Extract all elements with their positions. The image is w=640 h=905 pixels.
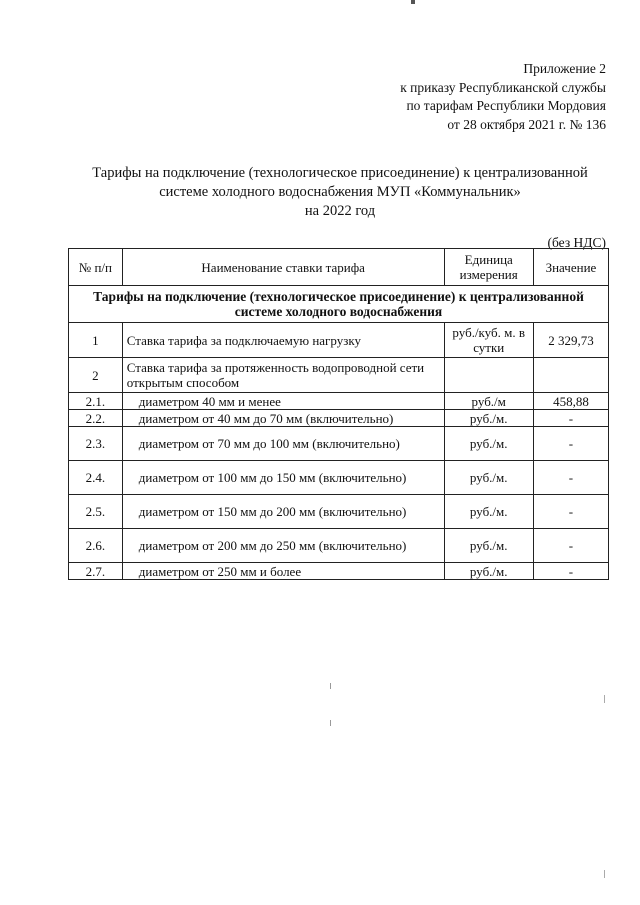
row-name: Ставка тарифа за подключаемую нагрузку: [122, 323, 444, 358]
scan-mark: [604, 695, 605, 703]
row-unit: руб./м.: [444, 427, 533, 461]
document-title: [70, 164, 610, 221]
row-value: 458,88: [533, 393, 608, 410]
header-number: № п/п: [69, 249, 123, 286]
vat-note: (без НДС): [547, 235, 606, 250]
row-number: 2.7.: [69, 563, 123, 580]
row-number: 2.4.: [69, 461, 123, 495]
scan-mark: [330, 683, 331, 689]
header-unit: Единица измерения: [444, 249, 533, 286]
row-unit: руб./м.: [444, 529, 533, 563]
table-row: [69, 427, 609, 461]
appendix-line: Приложение 2: [523, 61, 606, 76]
table-row: [69, 323, 609, 358]
row-number: 2.5.: [69, 495, 123, 529]
table-row: [69, 563, 609, 580]
header-name: Наименование ставки тарифа: [122, 249, 444, 286]
table-header-row: [69, 249, 609, 286]
row-unit: руб./м.: [444, 461, 533, 495]
row-name: диаметром от 200 мм до 250 мм (включительно): [122, 529, 444, 563]
row-name: диаметром от 150 мм до 200 мм (включительно): [122, 495, 444, 529]
title-line: Тарифы на подключение (технологическое присоединение) к централизованной: [92, 165, 588, 181]
row-unit: [444, 358, 533, 393]
row-value: -: [533, 461, 608, 495]
scan-mark: [411, 0, 415, 4]
section-title: Тарифы на подключение (технологическое присоединение) к централизованной системе холодного водоснабжения: [69, 286, 609, 323]
row-value: -: [533, 495, 608, 529]
row-number: 1: [69, 323, 123, 358]
appendix-line: от 28 октября 2021 г. № 136: [447, 116, 606, 132]
row-unit: руб./м.: [444, 563, 533, 580]
row-value: -: [533, 427, 608, 461]
row-name: Ставка тарифа за протяженность водопроводной сети открытым способом: [122, 358, 444, 393]
appendix-block: [400, 60, 606, 134]
table-row: [69, 495, 609, 529]
row-number: 2.3.: [69, 427, 123, 461]
row-unit: руб./м: [444, 393, 533, 410]
row-name: диаметром от 40 мм до 70 мм (включительно): [122, 410, 444, 427]
row-unit: руб./м.: [444, 410, 533, 427]
table-row: [69, 461, 609, 495]
section-row: [69, 286, 609, 323]
row-number: 2: [69, 358, 123, 393]
table-row: [69, 393, 609, 410]
row-unit: руб./куб. м. в сутки: [444, 323, 533, 358]
tariff-table: [68, 248, 609, 580]
row-value: -: [533, 563, 608, 580]
title-line: системе холодного водоснабжения МУП «Коммунальник»: [159, 184, 521, 200]
row-value: -: [533, 410, 608, 427]
row-number: 2.2.: [69, 410, 123, 427]
row-number: 2.6.: [69, 529, 123, 563]
table-row: [69, 529, 609, 563]
row-name: диаметром от 70 мм до 100 мм (включительно): [122, 427, 444, 461]
appendix-line: по тарифам Республики Мордовия: [406, 98, 606, 113]
title-line: на 2022 год: [304, 203, 376, 219]
header-value: Значение: [533, 249, 608, 286]
row-unit: руб./м.: [444, 495, 533, 529]
row-number: 2.1.: [69, 393, 123, 410]
table-row: [69, 358, 609, 393]
scan-mark: [330, 720, 331, 726]
row-value: -: [533, 529, 608, 563]
row-value: 2 329,73: [533, 323, 608, 358]
row-value: [533, 358, 608, 393]
row-name: диаметром от 250 мм и более: [122, 563, 444, 580]
row-name: диаметром 40 мм и менее: [122, 393, 444, 410]
appendix-line: к приказу Республиканской службы: [400, 79, 606, 95]
row-name: диаметром от 100 мм до 150 мм (включительно): [122, 461, 444, 495]
table-row: [69, 410, 609, 427]
scan-mark: [604, 870, 605, 878]
